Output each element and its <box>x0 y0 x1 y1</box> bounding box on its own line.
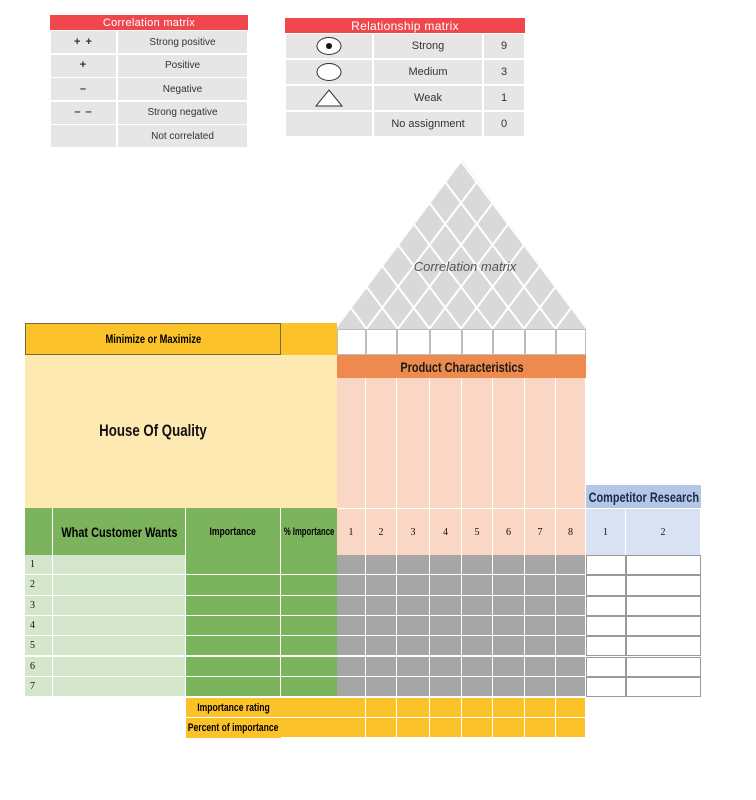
relationship-cell <box>397 657 430 677</box>
importance-rating-cell <box>397 698 430 718</box>
characteristic-number: 4 <box>430 508 462 555</box>
roof-grid-line <box>586 158 592 330</box>
relationship-icon-cell <box>285 59 373 85</box>
relationship-value-cell: 1 <box>483 85 525 111</box>
customer-want-cell <box>53 575 186 595</box>
relationship-cell <box>337 636 366 656</box>
target-value-box <box>493 329 525 355</box>
relationship-cell <box>462 575 493 595</box>
relationship-cell <box>430 575 462 595</box>
circle-dot-icon <box>315 36 343 56</box>
relationship-cell <box>462 555 493 575</box>
relationship-cell <box>397 575 430 595</box>
relationship-cell <box>337 616 366 636</box>
relationship-cell <box>493 677 525 697</box>
correlation-symbol-cell: – <box>50 77 117 101</box>
customer-want-cell <box>53 657 186 677</box>
characteristic-column <box>397 378 430 508</box>
what-customer-wants-header: What Customer Wants <box>53 508 186 555</box>
customer-want-cell <box>53 677 186 697</box>
correlation-legend-title: Correlation matrix <box>50 15 248 30</box>
characteristic-number: 2 <box>366 508 397 555</box>
importance-rating-cell <box>556 698 586 718</box>
characteristic-number: 5 <box>462 508 493 555</box>
triangle-icon <box>314 88 344 108</box>
competitor-cell <box>626 616 701 636</box>
characteristic-column <box>430 378 462 508</box>
relationship-cell <box>366 596 397 616</box>
relationship-cell <box>366 636 397 656</box>
percent-importance-cell <box>430 718 462 738</box>
competitor-number: 1 <box>586 508 626 555</box>
relationship-cell <box>462 636 493 656</box>
relationship-cell <box>556 596 586 616</box>
characteristic-number: 8 <box>556 508 586 555</box>
correlation-symbol-cell: + + <box>50 30 117 54</box>
target-value-box <box>556 329 586 355</box>
target-value-box <box>525 329 556 355</box>
percent-importance-cell <box>397 718 430 738</box>
relationship-cell <box>397 596 430 616</box>
relationship-cell <box>462 616 493 636</box>
relationship-cell <box>556 657 586 677</box>
relationship-cell <box>493 636 525 656</box>
pct-importance-cell <box>281 575 337 595</box>
relationship-cell <box>462 596 493 616</box>
relationship-cell <box>337 575 366 595</box>
relationship-cell <box>337 596 366 616</box>
importance-cell <box>186 636 281 656</box>
relationship-cell <box>493 657 525 677</box>
relationship-label-cell: No assignment <box>373 111 483 137</box>
competitor-cell <box>586 657 626 677</box>
relationship-cell <box>525 555 556 575</box>
correlation-label-cell: Strong positive <box>117 30 248 54</box>
competitor-cell <box>626 555 701 575</box>
competitor-cell <box>626 596 701 616</box>
relationship-cell <box>525 616 556 636</box>
row-number-header <box>25 508 53 555</box>
competitor-cell <box>586 677 626 697</box>
importance-rating-cell <box>366 698 397 718</box>
pct-importance-cell <box>281 677 337 697</box>
importance-header: Importance <box>186 508 281 555</box>
importance-rating-cell <box>337 698 366 718</box>
importance-rating-cell <box>493 698 525 718</box>
row-number: 3 <box>25 596 53 616</box>
relationship-cell <box>397 616 430 636</box>
competitor-cell <box>626 657 701 677</box>
competitor-cell <box>586 636 626 656</box>
relationship-cell <box>366 677 397 697</box>
relationship-cell <box>366 616 397 636</box>
target-value-box <box>337 329 366 355</box>
relationship-value-cell: 0 <box>483 111 525 137</box>
relationship-cell <box>525 575 556 595</box>
relationship-icon-cell <box>285 33 373 59</box>
customer-want-cell <box>53 555 186 575</box>
competitor-cell <box>586 575 626 595</box>
minimize-maximize-extension <box>281 323 337 355</box>
characteristic-number: 6 <box>493 508 525 555</box>
characteristic-number: 7 <box>525 508 556 555</box>
characteristic-column <box>556 378 586 508</box>
percent-of-importance-label: Percent of importance <box>186 718 281 738</box>
roof-grid-line <box>330 158 345 330</box>
relationship-cell <box>430 616 462 636</box>
characteristic-column <box>366 378 397 508</box>
relationship-cell <box>556 677 586 697</box>
relationship-cell <box>337 657 366 677</box>
importance-rating-cell <box>430 698 462 718</box>
percent-importance-cell <box>525 718 556 738</box>
relationship-cell <box>556 636 586 656</box>
relationship-icon-cell <box>285 85 373 111</box>
circle-icon <box>315 62 343 82</box>
correlation-symbol-cell: – – <box>50 101 117 125</box>
percent-importance-cell <box>493 718 525 738</box>
row-number: 6 <box>25 657 53 677</box>
row-number: 1 <box>25 555 53 575</box>
relationship-cell <box>397 636 430 656</box>
relationship-icon-cell <box>285 111 373 137</box>
relationship-cell <box>430 596 462 616</box>
relationship-cell <box>462 657 493 677</box>
pct-importance-cell <box>281 596 337 616</box>
competitor-cell <box>626 636 701 656</box>
roof-label: Correlation matrix <box>413 258 517 274</box>
correlation-roof <box>330 158 592 333</box>
importance-cell <box>186 657 281 677</box>
importance-cell <box>186 555 281 575</box>
row-number: 7 <box>25 677 53 697</box>
relationship-cell <box>493 575 525 595</box>
customer-want-cell <box>53 596 186 616</box>
characteristic-column <box>337 378 366 508</box>
relationship-cell <box>430 677 462 697</box>
competitor-cell <box>626 677 701 697</box>
importance-cell <box>186 575 281 595</box>
roof-grid-line <box>330 158 336 330</box>
relationship-value-cell: 9 <box>483 33 525 59</box>
relationship-cell <box>556 575 586 595</box>
row-number: 2 <box>25 575 53 595</box>
pct-importance-cell <box>281 555 337 575</box>
target-value-box <box>397 329 430 355</box>
competitor-cell <box>586 596 626 616</box>
importance-rating-label: Importance rating <box>186 698 281 718</box>
customer-want-cell <box>53 636 186 656</box>
importance-rating-total <box>281 698 337 718</box>
target-value-box <box>462 329 493 355</box>
relationship-cell <box>366 575 397 595</box>
percent-importance-cell <box>462 718 493 738</box>
percent-importance-cell <box>556 718 586 738</box>
relationship-cell <box>556 616 586 636</box>
relationship-cell <box>493 616 525 636</box>
target-value-box <box>366 329 397 355</box>
characteristic-column <box>525 378 556 508</box>
characteristic-number: 3 <box>397 508 430 555</box>
relationship-cell <box>337 677 366 697</box>
relationship-cell <box>430 657 462 677</box>
competitor-research-header: Competitor Research <box>586 485 701 509</box>
competitor-cell <box>586 616 626 636</box>
characteristic-column <box>462 378 493 508</box>
competitor-number: 2 <box>626 508 701 555</box>
relationship-cell <box>525 657 556 677</box>
relationship-cell <box>525 596 556 616</box>
row-number: 4 <box>25 616 53 636</box>
relationship-legend-title: Relationship matrix <box>285 18 525 33</box>
characteristic-number: 1 <box>337 508 366 555</box>
importance-rating-cell <box>525 698 556 718</box>
house-title: House Of Quality <box>98 421 207 440</box>
relationship-cell <box>462 677 493 697</box>
importance-rating-cell <box>462 698 493 718</box>
relationship-value-cell: 3 <box>483 59 525 85</box>
correlation-symbol-cell: + <box>50 54 117 78</box>
relationship-cell <box>337 555 366 575</box>
relationship-cell <box>525 636 556 656</box>
relationship-cell <box>525 677 556 697</box>
correlation-label-cell: Strong negative <box>117 101 248 125</box>
pct-importance-cell <box>281 657 337 677</box>
correlation-symbol-cell <box>50 124 117 148</box>
importance-cell <box>186 596 281 616</box>
relationship-label-cell: Strong <box>373 33 483 59</box>
relationship-label-cell: Weak <box>373 85 483 111</box>
relationship-cell <box>397 555 430 575</box>
percent-importance-cell <box>337 718 366 738</box>
product-characteristics-header: Product Characteristics <box>337 355 586 378</box>
row-number: 5 <box>25 636 53 656</box>
relationship-cell <box>430 636 462 656</box>
correlation-label-cell: Positive <box>117 54 248 78</box>
correlation-label-cell: Not correlated <box>117 124 248 148</box>
relationship-label-cell: Medium <box>373 59 483 85</box>
importance-cell <box>186 677 281 697</box>
characteristic-column <box>493 378 525 508</box>
relationship-cell <box>430 555 462 575</box>
correlation-label-cell: Negative <box>117 77 248 101</box>
importance-cell <box>186 616 281 636</box>
relationship-cell <box>366 555 397 575</box>
pct-importance-cell <box>281 636 337 656</box>
pct-importance-cell <box>281 616 337 636</box>
roof-grid-line <box>577 158 592 330</box>
relationship-cell <box>556 555 586 575</box>
relationship-cell <box>493 596 525 616</box>
minimize-maximize-header: Minimize or Maximize <box>25 323 281 355</box>
competitor-cell <box>586 555 626 575</box>
pct-importance-header: % Importance <box>281 508 337 555</box>
percent-importance-total <box>281 718 337 738</box>
percent-importance-cell <box>366 718 397 738</box>
relationship-cell <box>366 657 397 677</box>
competitor-cell <box>626 575 701 595</box>
target-value-box <box>430 329 462 355</box>
relationship-cell <box>397 677 430 697</box>
relationship-cell <box>493 555 525 575</box>
customer-want-cell <box>53 616 186 636</box>
